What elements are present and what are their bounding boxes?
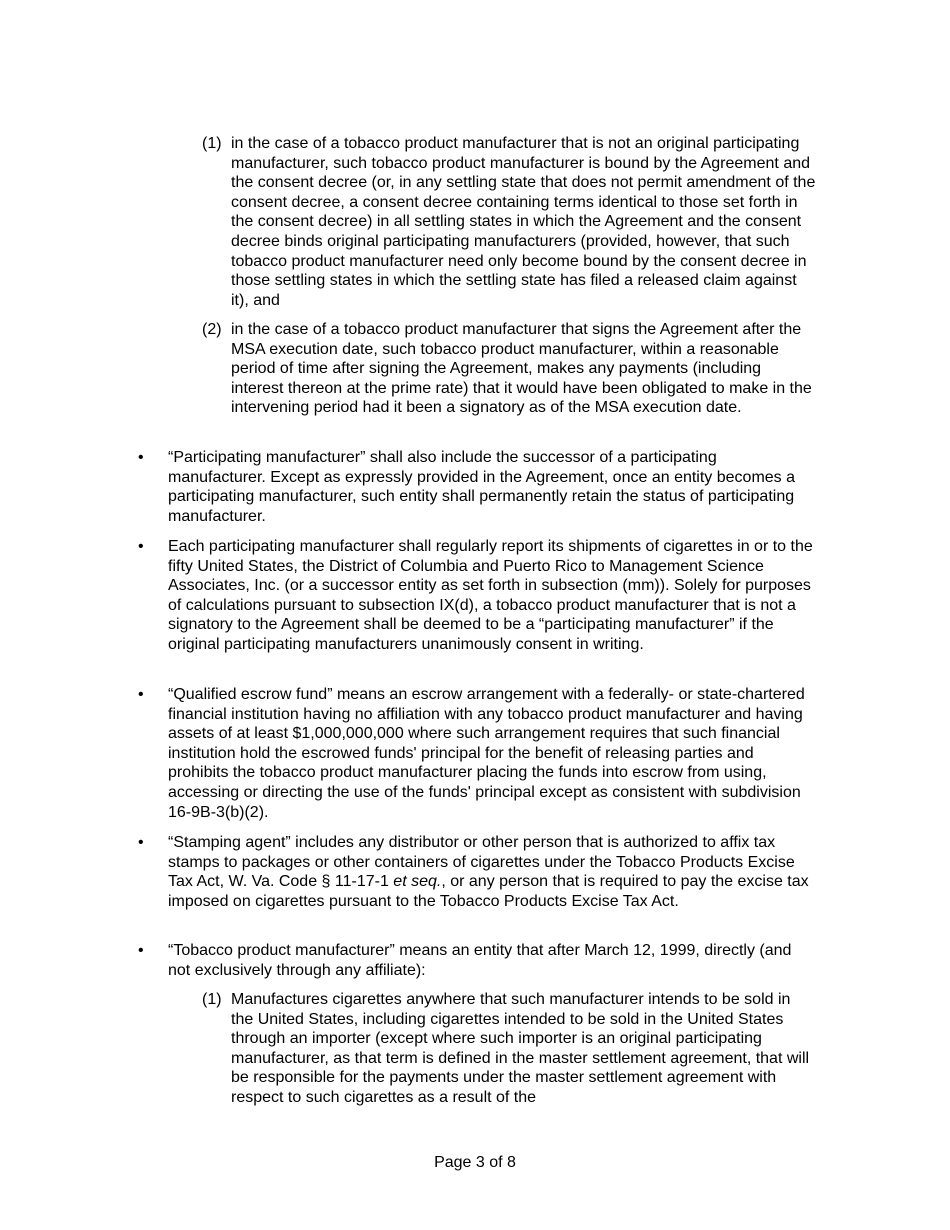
bullet-text: Each participating manufacturer shall regularly report its shipments of cigarettes in or to the fifty United States, the District of Columbia and Puerto Rico to Management Science Associates, Inc. (or a successor entity as set forth in subsection (mm)). Solely for purposes of calculations pursuant to subsection IX(d), a tobacco product manufacturer that is not a signatory to the Agreement shall be deemed to be a “participating manufacturer” if the original participating manufacturers unanimously consent in writing. — [168, 538, 813, 653]
bullet-text: “Qualified escrow fund” means an escrow arrangement with a federally- or state-chartered financial institution having no affiliation with any tobacco product manufacturer and having assets of at least $1,000,000,000 where such arrangement requires that such financial institution hold the escrowed funds' principal for the benefit of releasing parties and prohibits the tobacco product manufacturer placing the funds into escrow from using, accessing or directing the use of the funds' principal except as consistent with subdivision 16-9B-3(b)(2). — [168, 686, 805, 821]
sub-item-number: (1) — [202, 991, 222, 1008]
bullet-shipment-reporting — [138, 537, 816, 655]
bullet-icon: • — [138, 834, 144, 851]
bullet-qualified-escrow-fund — [138, 685, 816, 822]
bullet-text — [168, 833, 816, 911]
bullet-text: “Participating manufacturer” shall also include the successor of a participating manufacturer. Except as expressly provided in the Agreement, once an entity becomes a participating manufacturer, such entity shall permanently retain the status of participating manufacturer. — [168, 449, 796, 525]
sub-item-2-signs-after-msa — [202, 320, 816, 418]
sub-item-text: Manufactures cigarettes anywhere that such manufacturer intends to be sold in the United States, including cigarettes intended to be sold in the United States through an importer (except where such importer is an original participating manufacturer, as that term is defined in the master settlement agreement, that will be responsible for the payments under the master settlement agreement with respect to such cigarettes as a result of the — [231, 991, 810, 1106]
page-number-footer: Page 3 of 8 — [434, 1154, 516, 1171]
bullet-icon: • — [138, 942, 144, 959]
bullet-icon: • — [138, 686, 144, 703]
sub-item-number: (2) — [202, 321, 222, 338]
sub-item-1-original-manufacturer — [202, 134, 816, 310]
sub-item-number: (1) — [202, 135, 222, 152]
italic-et-seq: et seq. — [393, 873, 442, 891]
bullet-text-part: “Stamping agent” includes any distributor or other person that is authorized to affix tax stamps to packages or other containers of cigarettes under the Tobacco Products Excise Tax Act, W. Va. Code § 11-17-1 — [168, 834, 795, 891]
sub-item-text: in the case of a tobacco product manufacturer that is not an original participating manufacturer, such tobacco product manufacturer is bound by the Agreement and the consent decree (or, in any settling state that does not permit amendment of the consent decree, a consent decree containing terms identical to those set forth in the consent decree) in all settling states in which the Agreement and the consent decree binds original participating manufacturers (provided, however, that such tobacco product manufacturer need only become bound by the consent decree in those settling states in which the settling state has filed a released claim against it), and — [231, 135, 816, 309]
bullet-text-part: , or any person that is required to pay the excise tax imposed on cigarettes pursuant to the Tobacco Products Excise Tax Act. — [168, 873, 809, 910]
bullet-participating-manufacturer — [138, 448, 816, 526]
bullet-icon: • — [138, 449, 144, 466]
bullet-text: “Tobacco product manufacturer” means an entity that after March 12, 1999, directly (and not exclusively through any affiliate): — [168, 942, 792, 979]
bullet-stamping-agent — [138, 833, 816, 911]
sub-item-text: in the case of a tobacco product manufacturer that signs the Agreement after the MSA execution date, such tobacco product manufacturer, within a reasonable period of time after signing the Agreement, makes any payments (including interest thereon at the prime rate) that it would have been obligated to make in the intervening period had it been a signatory as of the MSA execution date. — [231, 321, 812, 417]
sub-item-1-manufactures-cigarettes — [202, 990, 816, 1108]
bullet-tobacco-product-manufacturer — [138, 941, 816, 980]
bullet-icon: • — [138, 538, 144, 555]
